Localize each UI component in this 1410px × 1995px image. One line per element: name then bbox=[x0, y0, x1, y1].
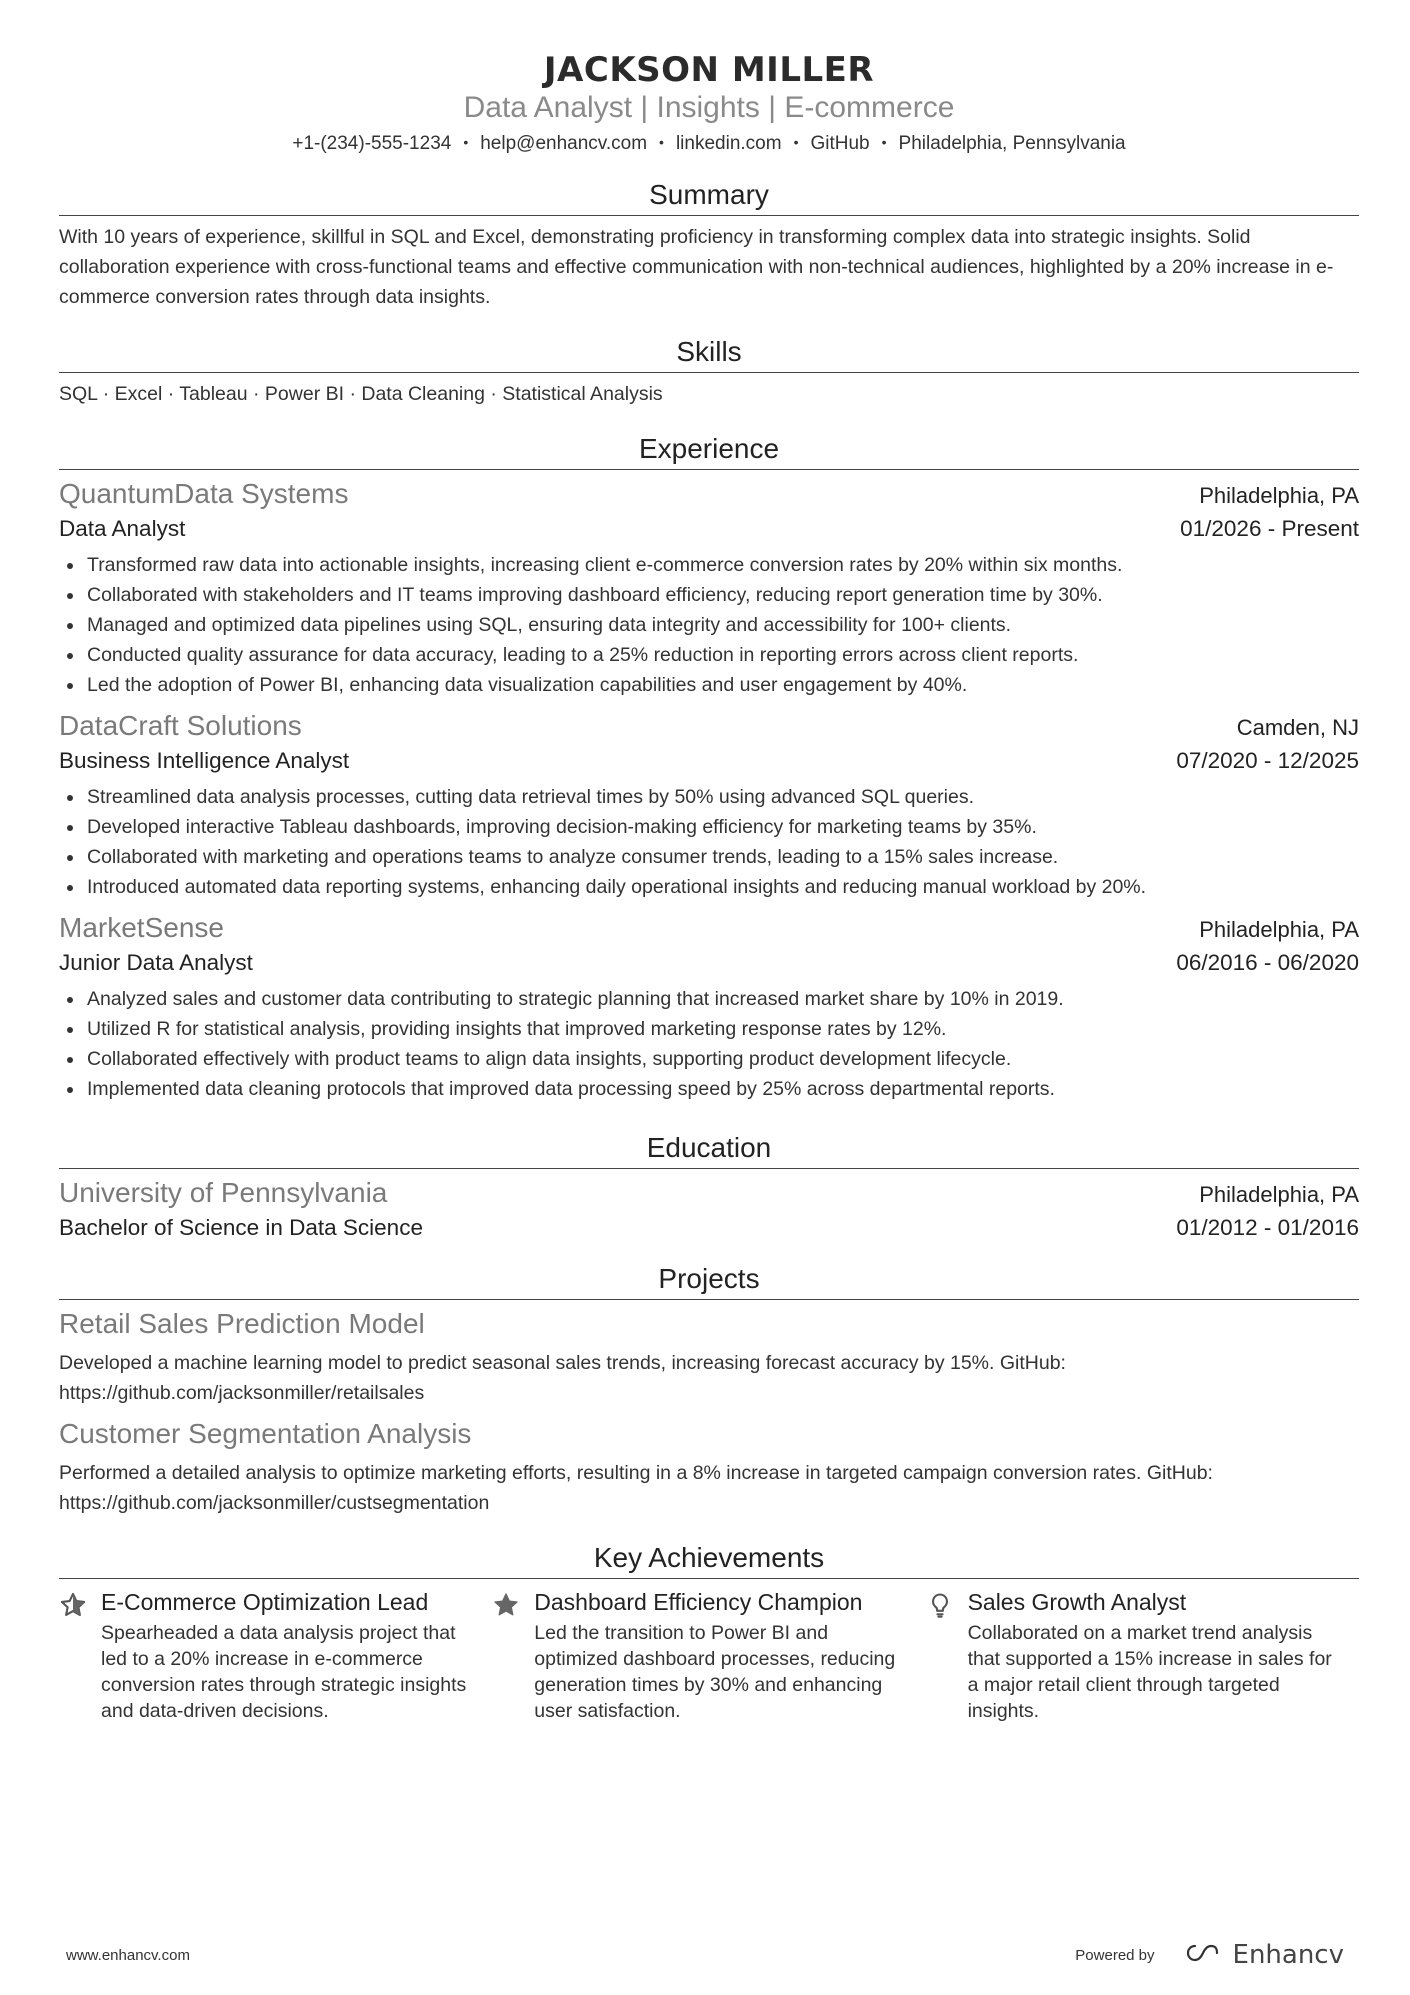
job-entry bbox=[59, 708, 1359, 902]
job-company: QuantumData Systems bbox=[59, 478, 349, 509]
achievement-description: Spearheaded a data analysis project that led to a 20% increase in e-commerce conversion rates through strategic insights and data-driven decisions. bbox=[101, 1622, 467, 1722]
achievement-title: Dashboard Efficiency Champion bbox=[534, 1589, 863, 1615]
job-bullet: Managed and optimized data pipelines using SQL, ensuring data integrity and accessibility for 100+ clients. bbox=[59, 610, 1359, 640]
job-entry bbox=[59, 910, 1359, 1104]
job-bullet: Collaborated with marketing and operations teams to analyze consumer trends, leading to a 15% sales increase. bbox=[59, 842, 1359, 872]
job-bullet: Transformed raw data into actionable insights, increasing client e-commerce conversion rates by 20% within six months. bbox=[59, 550, 1359, 580]
achievements-heading: Key Achievements bbox=[59, 1540, 1359, 1579]
job-entry bbox=[59, 476, 1359, 700]
job-location: Camden, NJ bbox=[1236, 715, 1359, 740]
contact-separator: • bbox=[793, 134, 799, 150]
powered-by bbox=[1075, 1940, 1344, 1970]
project-description: Developed a machine learning model to predict seasonal sales trends, increasing forecast accuracy by 15%. GitHub: https://github.com/jacksonmiller/retailsales bbox=[59, 1352, 1066, 1404]
job-company: MarketSense bbox=[59, 912, 224, 943]
project-description: Performed a detailed analysis to optimize marketing efforts, resulting in a 8% increase in targeted campaign conversion rates. GitHub: https://github.com/jacksonmiller/custsegmentation bbox=[59, 1462, 1213, 1514]
job-bullet: Collaborated effectively with product teams to align data insights, supporting product development lifecycle. bbox=[59, 1044, 1359, 1074]
resume-page bbox=[59, 0, 1359, 1724]
project-name: Customer Segmentation Analysis bbox=[59, 1418, 472, 1449]
footer-brand: Enhancv bbox=[1232, 1940, 1344, 1970]
job-bullets bbox=[59, 550, 1359, 700]
skills-list: SQL · Excel · Tableau · Power BI · Data Cleaning · Statistical Analysis bbox=[59, 383, 663, 405]
contact-github[interactable]: GitHub bbox=[810, 133, 870, 154]
contact-line bbox=[59, 129, 1359, 157]
job-dates: 06/2016 - 06/2020 bbox=[1176, 950, 1359, 975]
project-entry bbox=[59, 1306, 1359, 1408]
job-bullet: Streamlined data analysis processes, cutting data retrieval times by 50% using advanced SQL queries. bbox=[59, 782, 1359, 812]
achievement-title: Sales Growth Analyst bbox=[967, 1589, 1187, 1615]
star-filled-icon bbox=[492, 1587, 534, 1724]
projects-section bbox=[59, 1261, 1359, 1518]
contact-separator: • bbox=[881, 134, 887, 150]
job-bullets bbox=[59, 984, 1359, 1104]
education-heading: Education bbox=[59, 1130, 1359, 1169]
summary-heading: Summary bbox=[59, 177, 1359, 216]
lightbulb-icon bbox=[926, 1587, 968, 1724]
job-bullet: Analyzed sales and customer data contributing to strategic planning that increased market share by 10% in 2019. bbox=[59, 984, 1359, 1014]
contact-location: Philadelphia, Pennsylvania bbox=[898, 133, 1126, 154]
contact-phone: +1-(234)-555-1234 bbox=[292, 133, 452, 154]
project-entry bbox=[59, 1416, 1359, 1518]
job-role: Business Intelligence Analyst bbox=[59, 748, 350, 773]
achievement-description: Collaborated on a market trend analysis that supported a 15% increase in sales for a major retail client through targeted insights. bbox=[967, 1622, 1332, 1722]
candidate-tagline: Data Analyst | Insights | E-commerce bbox=[463, 91, 955, 124]
job-company: DataCraft Solutions bbox=[59, 710, 302, 741]
candidate-name: JACKSON MILLER bbox=[543, 50, 875, 90]
job-bullet: Collaborated with stakeholders and IT teams improving dashboard efficiency, reducing report generation time by 30%. bbox=[59, 580, 1359, 610]
job-bullet: Conducted quality assurance for data accuracy, leading to a 25% reduction in reporting errors across client reports. bbox=[59, 640, 1359, 670]
contact-linkedin[interactable]: linkedin.com bbox=[675, 133, 782, 154]
education-dates: 01/2012 - 01/2016 bbox=[1176, 1215, 1359, 1240]
achievement-item bbox=[926, 1587, 1359, 1724]
enhancv-logo-icon bbox=[1183, 1942, 1223, 1968]
education-degree: Bachelor of Science in Data Science bbox=[59, 1215, 423, 1240]
job-role: Data Analyst bbox=[59, 516, 186, 541]
contact-email[interactable]: help@enhancv.com bbox=[480, 133, 648, 154]
job-location: Philadelphia, PA bbox=[1199, 483, 1359, 508]
page-footer bbox=[66, 1940, 1344, 1970]
powered-by-label: Powered by bbox=[1075, 1946, 1155, 1964]
job-bullet: Led the adoption of Power BI, enhancing data visualization capabilities and user engagement by 40%. bbox=[59, 670, 1359, 700]
experience-section bbox=[59, 431, 1359, 1104]
job-dates: 07/2020 - 12/2025 bbox=[1176, 748, 1359, 773]
job-bullet: Introduced automated data reporting systems, enhancing daily operational insights and reducing manual workload by 20%. bbox=[59, 872, 1359, 902]
education-location: Philadelphia, PA bbox=[1199, 1182, 1359, 1207]
achievement-title: E-Commerce Optimization Lead bbox=[101, 1589, 429, 1615]
star-outline-icon bbox=[59, 1587, 101, 1724]
job-bullet: Implemented data cleaning protocols that improved data processing speed by 25% across departmental reports. bbox=[59, 1074, 1359, 1104]
achievements-section bbox=[59, 1540, 1359, 1724]
summary-section bbox=[59, 177, 1359, 312]
resume-header bbox=[59, 50, 1359, 157]
education-section bbox=[59, 1130, 1359, 1245]
experience-heading: Experience bbox=[59, 431, 1359, 470]
achievement-item bbox=[59, 1587, 492, 1724]
summary-text: With 10 years of experience, skillful in SQL and Excel, demonstrating proficiency in transforming complex data into strategic insights. Solid collaboration experience with cross-functional teams and effective communication with non-technical audiences, highlighted by a 20% increase in e-commerce conversion rates through data insights. bbox=[59, 226, 1334, 308]
contact-separator: • bbox=[463, 134, 469, 150]
projects-heading: Projects bbox=[59, 1261, 1359, 1300]
skills-section bbox=[59, 334, 1359, 409]
education-school: University of Pennsylvania bbox=[59, 1177, 388, 1208]
job-bullet: Developed interactive Tableau dashboards, improving decision-making efficiency for marketing teams by 35%. bbox=[59, 812, 1359, 842]
achievement-description: Led the transition to Power BI and optimized dashboard processes, reducing generation times by 30% and enhancing user satisfaction. bbox=[534, 1622, 896, 1722]
job-role: Junior Data Analyst bbox=[59, 950, 253, 975]
achievement-item bbox=[492, 1587, 925, 1724]
job-bullet: Utilized R for statistical analysis, providing insights that improved marketing response rates by 12%. bbox=[59, 1014, 1359, 1044]
contact-separator: • bbox=[659, 134, 664, 150]
job-bullets bbox=[59, 782, 1359, 902]
achievements-grid bbox=[59, 1587, 1359, 1724]
project-name: Retail Sales Prediction Model bbox=[59, 1308, 425, 1339]
skills-heading: Skills bbox=[59, 334, 1359, 373]
job-dates: 01/2026 - Present bbox=[1180, 516, 1359, 541]
footer-website[interactable]: www.enhancv.com bbox=[66, 1946, 190, 1964]
job-location: Philadelphia, PA bbox=[1199, 917, 1359, 942]
